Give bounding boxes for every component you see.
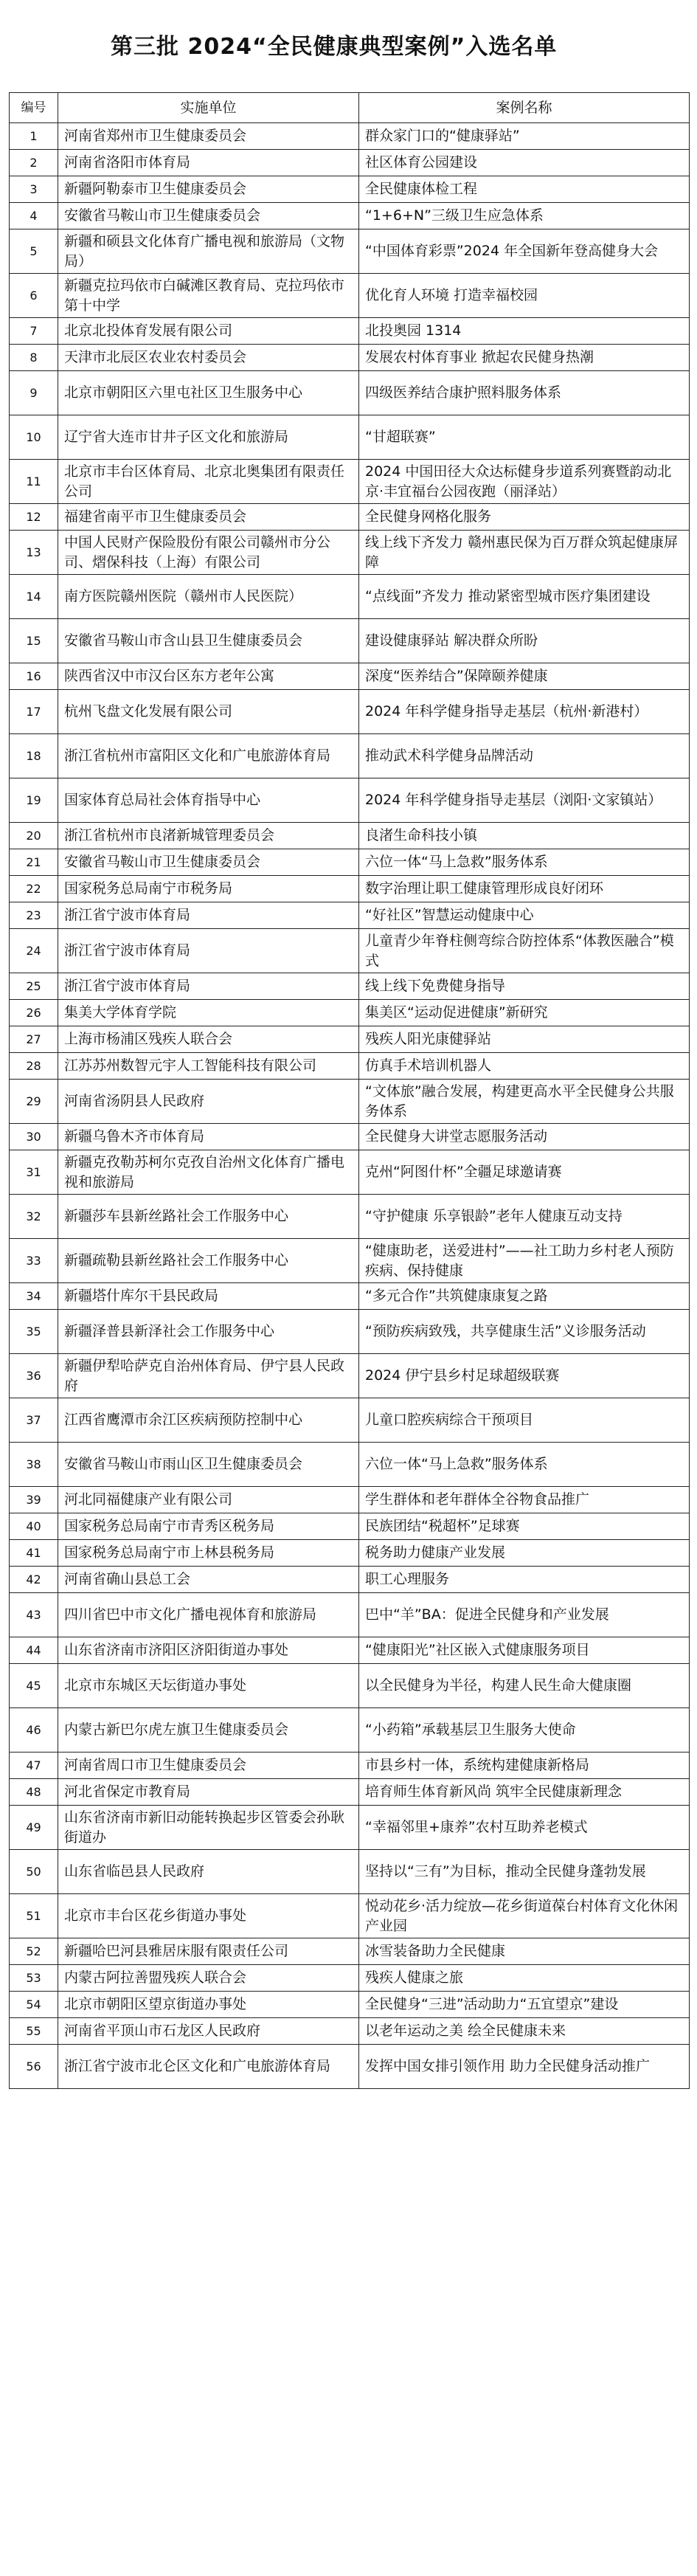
table-row [10,1239,690,1283]
row-unit: 山东省济南市新旧动能转换起步区管委会孙耿街道办 [58,1806,359,1850]
row-case: 2024 中国田径大众达标健身步道系列赛暨韵动北京·丰宜福台公园夜跑（丽泽站） [359,460,690,504]
page-title: 第三批 2024“全民健康典型案例”入选名单 [111,34,558,60]
table-row [10,849,690,876]
header-case: 案例名称 [359,93,690,123]
award-list-table [9,92,690,2089]
row-unit: 安徽省马鞍山市卫生健康委员会 [58,849,359,876]
row-unit: 新疆阿勒泰市卫生健康委员会 [58,176,359,203]
row-case: 全民健康体检工程 [359,176,690,203]
table-row [10,1965,690,1992]
table-row [10,1850,690,1894]
table-row [10,2018,690,2045]
row-unit: 北京市朝阳区望京街道办事处 [58,1992,359,2018]
row-case: “多元合作”共筑健康康复之路 [359,1283,690,1310]
row-unit: 福建省南平市卫生健康委员会 [58,504,359,531]
table-row [10,1513,690,1540]
row-number: 47 [10,1753,58,1779]
row-unit: 天津市北辰区农业农村委员会 [58,345,359,371]
row-number: 49 [10,1806,58,1850]
row-case: 六位一体“马上急救”服务体系 [359,849,690,876]
row-case: 集美区“运动促进健康”新研究 [359,1000,690,1026]
row-case: 学生群体和老年群体全谷物食品推广 [359,1487,690,1513]
table-row [10,150,690,176]
row-number: 30 [10,1124,58,1150]
row-case: 儿童青少年脊柱侧弯综合防控体系“体教医融合”模式 [359,929,690,973]
row-unit: 国家体育总局社会体育指导中心 [58,778,359,823]
row-case: 良渚生命科技小镇 [359,823,690,849]
row-number: 39 [10,1487,58,1513]
row-case: 优化育人环境 打造幸福校园 [359,274,690,318]
row-unit: 江苏苏州数智元宇人工智能科技有限公司 [58,1053,359,1080]
row-number: 55 [10,2018,58,2045]
row-unit: 安徽省马鞍山市雨山区卫生健康委员会 [58,1443,359,1487]
table-row [10,1664,690,1708]
row-number: 35 [10,1310,58,1354]
row-case: “点线面”齐发力 推动紧密型城市医疗集团建设 [359,575,690,619]
table-row [10,371,690,415]
row-unit: 江西省鹰潭市余江区疾病预防控制中心 [58,1398,359,1443]
row-unit: 新疆克拉玛依市白碱滩区教育局、克拉玛依市第十中学 [58,274,359,318]
table-row [10,1992,690,2018]
row-case: 以全民健身为半径，构建人民生命大健康圈 [359,1664,690,1708]
table-row [10,203,690,229]
row-case: 2024 伊宁县乡村足球超级联赛 [359,1354,690,1398]
row-case: “小药箱”承载基层卫生服务大使命 [359,1708,690,1753]
row-case: 坚持以“三有”为目标，推动全民健身蓬勃发展 [359,1850,690,1894]
row-number: 54 [10,1992,58,2018]
table-row [10,1443,690,1487]
row-unit: 北京市东城区天坛街道办事处 [58,1664,359,1708]
row-number: 52 [10,1938,58,1965]
row-unit: 新疆伊犁哈萨克自治州体育局、伊宁县人民政府 [58,1354,359,1398]
row-case: 全民健身网格化服务 [359,504,690,531]
table-row [10,1354,690,1398]
row-number: 34 [10,1283,58,1310]
row-case: 推动武术科学健身品牌活动 [359,734,690,778]
table-row [10,1000,690,1026]
row-unit: 河南省确山县总工会 [58,1567,359,1593]
row-case: 残疾人健康之旅 [359,1965,690,1992]
row-case: 六位一体“马上急救”服务体系 [359,1443,690,1487]
row-case: 建设健康驿站 解决群众所盼 [359,619,690,663]
table-row [10,531,690,575]
row-number: 38 [10,1443,58,1487]
row-unit: 杭州飞盘文化发展有限公司 [58,690,359,734]
row-unit: 安徽省马鞍山市含山县卫生健康委员会 [58,619,359,663]
row-case: 悦动花乡·活力绽放—花乡街道葆台村体育文化休闲产业园 [359,1894,690,1938]
table-row [10,1124,690,1150]
row-number: 40 [10,1513,58,1540]
row-case: 儿童口腔疾病综合干预项目 [359,1398,690,1443]
row-number: 20 [10,823,58,849]
row-case: “预防疾病致残，共享健康生活”义诊服务活动 [359,1310,690,1354]
row-case: 冰雪装备助力全民健康 [359,1938,690,1965]
row-case: 线上线下齐发力 赣州惠民保为百万群众筑起健康屏障 [359,531,690,575]
row-case: 全民健身大讲堂志愿服务活动 [359,1124,690,1150]
row-unit: 陕西省汉中市汉台区东方老年公寓 [58,663,359,690]
row-case: “好社区”智慧运动健康中心 [359,902,690,929]
row-case: 职工心理服务 [359,1567,690,1593]
row-number: 48 [10,1779,58,1806]
table-row [10,123,690,150]
row-unit: 北京北投体育发展有限公司 [58,318,359,345]
row-case: 仿真手术培训机器人 [359,1053,690,1080]
table-body [10,123,690,2089]
row-number: 26 [10,1000,58,1026]
row-unit: 新疆和硕县文化体育广播电视和旅游局（文物局） [58,229,359,274]
row-unit: 浙江省宁波市北仑区文化和广电旅游体育局 [58,2045,359,2089]
row-unit: 新疆泽普县新泽社会工作服务中心 [58,1310,359,1354]
row-number: 43 [10,1593,58,1637]
table-row [10,1026,690,1053]
row-unit: 集美大学体育学院 [58,1000,359,1026]
row-case: 民族团结“税超杯”足球赛 [359,1513,690,1540]
table-row [10,1195,690,1239]
row-number: 42 [10,1567,58,1593]
table-row [10,1637,690,1664]
header-unit: 实施单位 [58,93,359,123]
row-unit: 北京市丰台区体育局、北京北奥集团有限责任公司 [58,460,359,504]
row-unit: 上海市杨浦区残疾人联合会 [58,1026,359,1053]
row-case: 2024 年科学健身指导走基层（浏阳·文家镇站） [359,778,690,823]
row-number: 31 [10,1150,58,1195]
table-row [10,1779,690,1806]
row-unit: 北京市朝阳区六里屯社区卫生服务中心 [58,371,359,415]
row-case: 以老年运动之美 绘全民健康未来 [359,2018,690,2045]
row-number: 10 [10,415,58,460]
row-unit: 北京市丰台区花乡街道办事处 [58,1894,359,1938]
row-number: 18 [10,734,58,778]
table-row [10,778,690,823]
row-number: 2 [10,150,58,176]
row-number: 23 [10,902,58,929]
table-row [10,1310,690,1354]
row-case: “1+6+N”三级卫生应急体系 [359,203,690,229]
row-number: 11 [10,460,58,504]
row-number: 22 [10,876,58,902]
row-unit: 四川省巴中市文化广播电视体育和旅游局 [58,1593,359,1637]
row-case: 四级医养结合康护照料服务体系 [359,371,690,415]
row-number: 46 [10,1708,58,1753]
row-case: “健康阳光”社区嵌入式健康服务项目 [359,1637,690,1664]
row-number: 56 [10,2045,58,2089]
row-number: 41 [10,1540,58,1567]
row-unit: 河北省保定市教育局 [58,1779,359,1806]
row-unit: 辽宁省大连市甘井子区文化和旅游局 [58,415,359,460]
row-number: 51 [10,1894,58,1938]
table-row [10,1398,690,1443]
table-row [10,1938,690,1965]
row-number: 37 [10,1398,58,1443]
table-row [10,929,690,973]
table-header-row [10,93,690,123]
row-unit: 河南省洛阳市体育局 [58,150,359,176]
row-number: 29 [10,1080,58,1124]
row-number: 36 [10,1354,58,1398]
row-number: 4 [10,203,58,229]
row-unit: 新疆疏勒县新丝路社会工作服务中心 [58,1239,359,1283]
table-row [10,690,690,734]
row-unit: 新疆克孜勒苏柯尔克孜自治州文化体育广播电视和旅游局 [58,1150,359,1195]
row-number: 27 [10,1026,58,1053]
row-unit: 南方医院赣州医院（赣州市人民医院） [58,575,359,619]
row-number: 13 [10,531,58,575]
table-row [10,973,690,1000]
row-case: 发展农村体育事业 掀起农民健身热潮 [359,345,690,371]
row-number: 12 [10,504,58,531]
row-unit: 新疆莎车县新丝路社会工作服务中心 [58,1195,359,1239]
row-unit: 河北同福健康产业有限公司 [58,1487,359,1513]
row-case: 发挥中国女排引领作用 助力全民健身活动推广 [359,2045,690,2089]
row-case: 深度“医养结合”保障颐养健康 [359,663,690,690]
table-row [10,1708,690,1753]
row-unit: 内蒙古新巴尔虎左旗卫生健康委员会 [58,1708,359,1753]
table-row [10,1753,690,1779]
row-case: “守护健康 乐享银龄”老年人健康互动支持 [359,1195,690,1239]
row-number: 1 [10,123,58,150]
header-number: 编号 [10,93,58,123]
table-row [10,318,690,345]
row-number: 24 [10,929,58,973]
row-number: 53 [10,1965,58,1992]
table-row [10,1894,690,1938]
table-row [10,663,690,690]
row-case: “甘超联赛” [359,415,690,460]
row-number: 3 [10,176,58,203]
title-area [0,0,697,85]
row-unit: 河南省郑州市卫生健康委员会 [58,123,359,150]
table-row [10,619,690,663]
row-case: 数字治理让职工健康管理形成良好闭环 [359,876,690,902]
row-unit: 山东省临邑县人民政府 [58,1850,359,1894]
table-row [10,460,690,504]
row-case: 克州“阿图什杯”全疆足球邀请赛 [359,1150,690,1195]
row-unit: 河南省平顶山市石龙区人民政府 [58,2018,359,2045]
row-unit: 安徽省马鞍山市卫生健康委员会 [58,203,359,229]
table-row [10,415,690,460]
row-case: 巴中“羊”BA：促进全民健身和产业发展 [359,1593,690,1637]
row-unit: 浙江省宁波市体育局 [58,902,359,929]
row-unit: 新疆塔什库尔干县民政局 [58,1283,359,1310]
table-row [10,1053,690,1080]
row-case: 北投奥园 1314 [359,318,690,345]
table-row [10,1487,690,1513]
row-number: 19 [10,778,58,823]
row-unit: 国家税务总局南宁市上林县税务局 [58,1540,359,1567]
table-row [10,1540,690,1567]
row-number: 14 [10,575,58,619]
row-unit: 浙江省杭州市良渚新城管理委员会 [58,823,359,849]
row-case: 社区体育公园建设 [359,150,690,176]
row-number: 25 [10,973,58,1000]
row-number: 44 [10,1637,58,1664]
row-unit: 新疆乌鲁木齐市体育局 [58,1124,359,1150]
row-case: 全民健身“三进”活动助力“五宜望京”建设 [359,1992,690,2018]
table-row [10,504,690,531]
row-unit: 新疆哈巴河县雅居床服有限责任公司 [58,1938,359,1965]
row-unit: 中国人民财产保险股份有限公司赣州市分公司、熠保科技（上海）有限公司 [58,531,359,575]
table-row [10,1567,690,1593]
row-unit: 浙江省杭州市富阳区文化和广电旅游体育局 [58,734,359,778]
table-row [10,1593,690,1637]
row-case: 残疾人阳光康健驿站 [359,1026,690,1053]
row-unit: 河南省汤阴县人民政府 [58,1080,359,1124]
row-case: 市县乡村一体，系统构建健康新格局 [359,1753,690,1779]
row-case: “文体旅”融合发展，构建更高水平全民健身公共服务体系 [359,1080,690,1124]
table-row [10,823,690,849]
row-number: 33 [10,1239,58,1283]
row-number: 32 [10,1195,58,1239]
row-number: 21 [10,849,58,876]
row-number: 17 [10,690,58,734]
row-number: 28 [10,1053,58,1080]
row-case: 线上线下免费健身指导 [359,973,690,1000]
row-case: 2024 年科学健身指导走基层（杭州·新港村） [359,690,690,734]
row-case: 培育师生体育新风尚 筑牢全民健康新理念 [359,1779,690,1806]
table-row [10,1806,690,1850]
table-row [10,734,690,778]
row-number: 8 [10,345,58,371]
row-unit: 浙江省宁波市体育局 [58,929,359,973]
row-number: 6 [10,274,58,318]
row-number: 16 [10,663,58,690]
row-number: 15 [10,619,58,663]
row-number: 50 [10,1850,58,1894]
row-case: 税务助力健康产业发展 [359,1540,690,1567]
table-row [10,176,690,203]
table-row [10,1150,690,1195]
row-unit: 山东省济南市济阳区济阳街道办事处 [58,1637,359,1664]
row-unit: 国家税务总局南宁市税务局 [58,876,359,902]
row-unit: 河南省周口市卫生健康委员会 [58,1753,359,1779]
table-row [10,274,690,318]
row-number: 5 [10,229,58,274]
row-unit: 浙江省宁波市体育局 [58,973,359,1000]
row-number: 7 [10,318,58,345]
table-row [10,1283,690,1310]
row-case: “中国体育彩票”2024 年全国新年登高健身大会 [359,229,690,274]
table-row [10,345,690,371]
row-number: 45 [10,1664,58,1708]
table-row [10,229,690,274]
row-case: “幸福邻里+康养”农村互助养老模式 [359,1806,690,1850]
table-row [10,575,690,619]
table-row [10,2045,690,2089]
row-number: 9 [10,371,58,415]
table-row [10,876,690,902]
row-unit: 内蒙古阿拉善盟残疾人联合会 [58,1965,359,1992]
table-row [10,1080,690,1124]
row-case: 群众家门口的“健康驿站” [359,123,690,150]
table-row [10,902,690,929]
row-unit: 国家税务总局南宁市青秀区税务局 [58,1513,359,1540]
row-case: “健康助老，送爱进村”——社工助力乡村老人预防疾病、保持健康 [359,1239,690,1283]
